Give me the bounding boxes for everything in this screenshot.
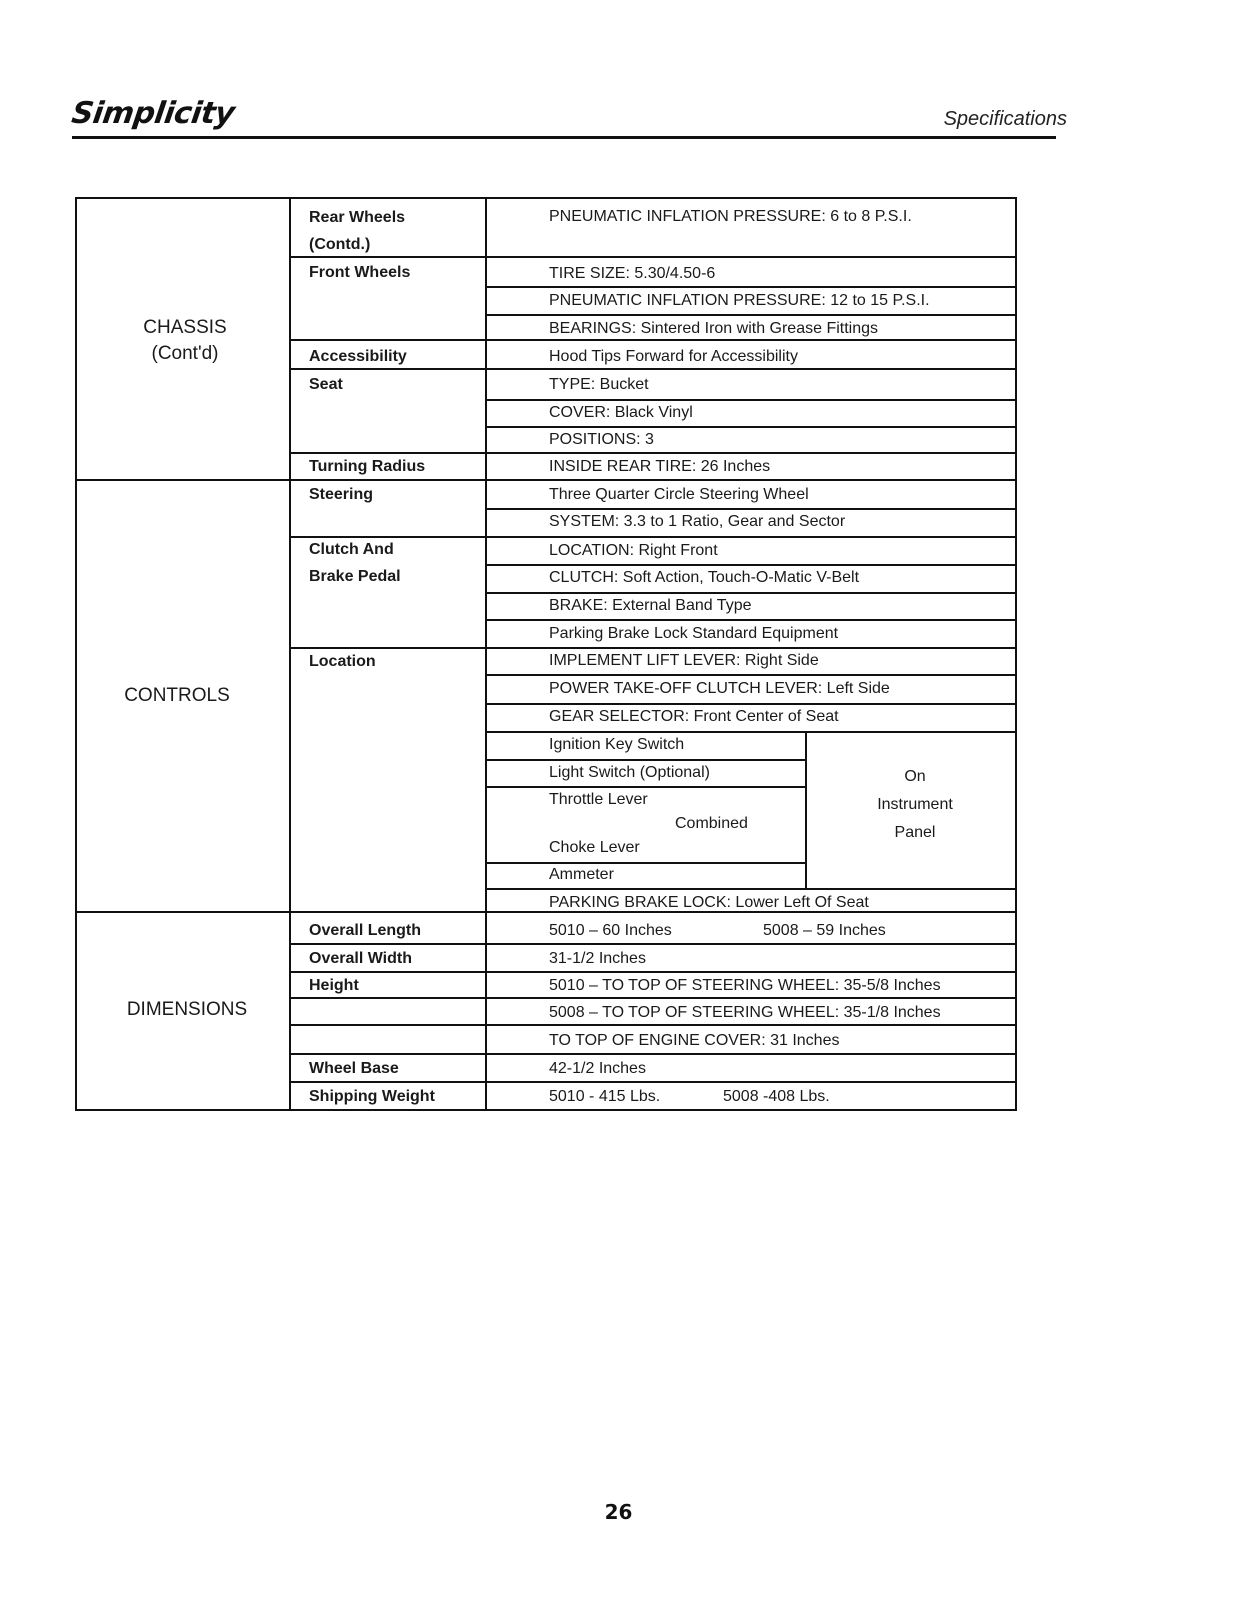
spec-combined: Combined	[675, 815, 748, 832]
spec-rule	[485, 862, 805, 864]
spec-tire-size: TIRE SIZE: 5.30/4.50-6	[549, 265, 716, 282]
spec-height-5010: 5010 – TO TOP OF STEERING WHEEL: 35-5/8 Inches	[549, 977, 941, 994]
item-rear-wheels-line: (Contd.)	[309, 236, 371, 253]
brand-logo: Simplicity	[69, 96, 237, 131]
spec-ammeter: Ammeter	[549, 866, 614, 883]
item-clutch-brake-pedal-line: Brake Pedal	[309, 568, 401, 585]
item-height: Height	[309, 977, 359, 994]
item-accessibility: Accessibility	[309, 348, 407, 365]
spec-rule	[485, 674, 1017, 676]
spec-rule	[485, 888, 1017, 890]
spec-throttle: Throttle Lever	[549, 791, 648, 808]
spec-seat-cover: COVER: Black Vinyl	[549, 404, 693, 421]
item-steering: Steering	[309, 486, 374, 503]
item-rear-wheels-line: Rear Wheels	[309, 209, 406, 226]
spec-parking-brake-lock: PARKING BRAKE LOCK: Lower Left Of Seat	[549, 894, 869, 911]
category-chassis-line: (Cont'd)	[151, 343, 219, 364]
spec-brake: BRAKE: External Band Type	[549, 597, 752, 614]
spec-choke: Choke Lever	[549, 839, 640, 856]
spec-seat-type: TYPE: Bucket	[549, 376, 649, 393]
spec-instrument-panel-line: On	[904, 768, 926, 785]
item-wheel-base: Wheel Base	[309, 1060, 399, 1077]
item-shipping-weight: Shipping Weight	[309, 1088, 435, 1105]
spec-instrument-panel-line: Instrument	[877, 796, 953, 813]
spec-length-5008: 5008 – 59 Inches	[763, 922, 886, 939]
spec-instrument-panel	[825, 763, 1005, 847]
spec-inside-rear-tire: INSIDE REAR TIRE: 26 Inches	[549, 458, 771, 475]
category-chassis-line: CHASSIS	[143, 317, 227, 338]
item-seat: Seat	[309, 376, 343, 393]
spec-instrument-panel-line: Panel	[894, 824, 936, 841]
item-overall-length: Overall Length	[309, 922, 422, 939]
item-overall-width: Overall Width	[309, 950, 412, 967]
item-rear-wheels	[309, 204, 405, 258]
spec-hood: Hood Tips Forward for Accessibility	[549, 348, 798, 365]
header-rule	[72, 136, 1056, 139]
spec-weight-5010: 5010 - 415 Lbs.	[549, 1088, 661, 1105]
category-column-rule	[289, 197, 291, 1111]
spec-weight-5008: 5008 -408 Lbs.	[723, 1088, 830, 1105]
spec-seat-positions: POSITIONS: 3	[549, 431, 654, 448]
category-dimensions: DIMENSIONS	[126, 999, 248, 1020]
spec-rule	[485, 286, 1017, 288]
item-turning-radius: Turning Radius	[309, 458, 426, 475]
controls-dimensions-divider	[75, 911, 1017, 913]
spec-clutch: CLUTCH: Soft Action, Touch-O-Matic V-Belt	[549, 569, 860, 586]
item-front-wheels: Front Wheels	[309, 264, 411, 281]
spec-pedal-location: LOCATION: Right Front	[549, 542, 718, 559]
spec-front-inflation: PNEUMATIC INFLATION PRESSURE: 12 to 15 P.S.I.	[549, 292, 930, 309]
item-column-rule	[485, 197, 487, 1111]
item-location: Location	[309, 653, 376, 670]
table-bottom-border	[75, 1109, 1017, 1111]
table-left-border	[75, 197, 77, 1111]
spec-bearings: BEARINGS: Sintered Iron with Grease Fittings	[549, 320, 879, 337]
spec-rear-inflation: PNEUMATIC INFLATION PRESSURE: 6 to 8 P.S.I.	[549, 208, 912, 225]
spec-light-switch: Light Switch (Optional)	[549, 764, 710, 781]
spec-length-5010: 5010 – 60 Inches	[549, 922, 672, 939]
spec-height-5008: 5008 – TO TOP OF STEERING WHEEL: 35-1/8 Inches	[549, 1004, 941, 1021]
spec-rule	[485, 619, 1017, 621]
specifications-table	[75, 197, 1037, 1113]
spec-gear-selector: GEAR SELECTOR: Front Center of Seat	[549, 708, 839, 725]
section-title: Specifications	[943, 108, 1067, 130]
spec-parking-brake-standard: Parking Brake Lock Standard Equipment	[549, 625, 839, 642]
spec-steering-wheel: Three Quarter Circle Steering Wheel	[549, 486, 809, 503]
spec-wheel-base: 42-1/2 Inches	[549, 1060, 646, 1077]
chassis-controls-divider	[75, 479, 1017, 481]
table-right-border	[1015, 197, 1017, 1111]
spec-width: 31-1/2 Inches	[549, 950, 646, 967]
panel-column-rule	[805, 731, 807, 889]
spec-engine-cover: TO TOP OF ENGINE COVER: 31 Inches	[549, 1032, 840, 1049]
item-clutch-brake-pedal-line: Clutch And	[309, 541, 394, 558]
spec-ignition: Ignition Key Switch	[549, 736, 685, 753]
category-controls: CONTROLS	[124, 685, 230, 706]
table-top-border	[75, 197, 1017, 199]
page-number: 26	[604, 1500, 633, 1524]
spec-implement-lift: IMPLEMENT LIFT LEVER: Right Side	[549, 652, 819, 669]
category-chassis	[95, 315, 275, 367]
spec-pto-clutch: POWER TAKE-OFF CLUTCH LEVER: Left Side	[549, 680, 890, 697]
spec-rule	[485, 314, 1017, 316]
spec-steering-system: SYSTEM: 3.3 to 1 Ratio, Gear and Sector	[549, 513, 846, 530]
item-clutch-brake-pedal	[309, 536, 401, 590]
